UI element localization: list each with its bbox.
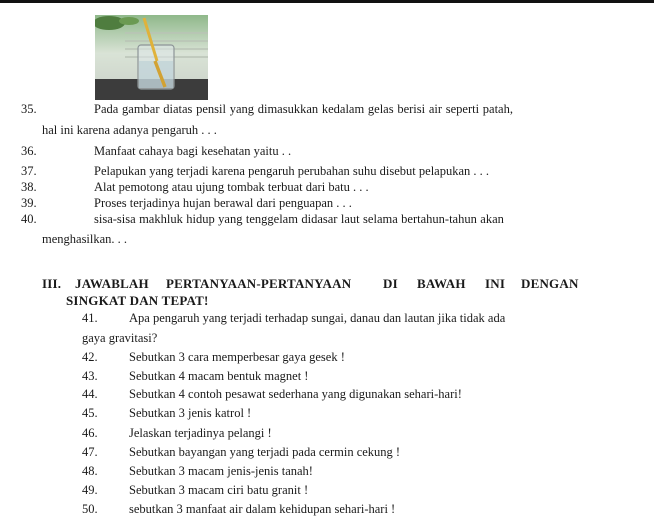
item-number: 36. — [21, 144, 37, 158]
item-number: 45. — [82, 406, 98, 420]
list-item-continuation — [82, 331, 157, 346]
item-text: Sebutkan 3 macam ciri batu granit ! — [129, 483, 309, 497]
item-text: sisa-sisa makhluk hidup yang tenggelam didasar laut selama bertahun-tahun akan — [94, 212, 504, 226]
item-text: Proses terjadinya hujan berawal dari penguapan . . . — [94, 196, 352, 210]
item-text: Sebutkan 3 cara memperbesar gaya gesek ! — [129, 350, 345, 364]
item-number: 42. — [82, 350, 98, 364]
item-number: 39. — [21, 196, 37, 210]
list-item-continuation — [42, 232, 127, 247]
heading-word: DI — [383, 276, 398, 291]
item-text: Alat pemotong atau ujung tombak terbuat dari batu . . . — [94, 180, 369, 194]
item-text: Sebutkan 3 macam jenis-jenis tanah! — [129, 464, 313, 478]
item-text-continuation: gaya gravitasi? — [82, 331, 158, 345]
item-text: Jelaskan terjadinya pelangi ! — [129, 426, 272, 440]
item-text-continuation: menghasilkan. . . — [42, 232, 128, 246]
item-text: Sebutkan bayangan yang terjadi pada cermin cekung ! — [129, 445, 401, 459]
item-number: 40. — [21, 212, 37, 226]
heading-word: INI — [485, 276, 506, 291]
heading-word: PERTANYAAN-PERTANYAAN — [166, 276, 352, 291]
item-text: Manfaat cahaya bagi kesehatan yaitu . . — [94, 144, 292, 158]
item-text: Sebutkan 3 jenis katrol ! — [129, 406, 252, 420]
section-numeral: III. — [42, 276, 62, 291]
item-number: 41. — [82, 311, 98, 325]
heading-word: JAWABLAH — [75, 276, 149, 291]
item-number: 49. — [82, 483, 98, 497]
section-heading-text: SINGKAT DAN TEPAT! — [66, 293, 209, 308]
item-number: 37. — [21, 164, 37, 178]
item-number: 47. — [82, 445, 98, 459]
list-item-continuation — [42, 123, 217, 138]
item-text: Pelapukan yang terjadi karena pengaruh perubahan suhu disebut pelapukan . . . — [94, 164, 490, 178]
item-number: 48. — [82, 464, 98, 478]
item-text: sebutkan 3 manfaat air dalam kehidupan sehari-hari ! — [129, 502, 396, 516]
item-number: 44. — [82, 387, 98, 401]
item-number: 38. — [21, 180, 37, 194]
pencil-in-water-glass-image — [95, 15, 208, 100]
page-top-border — [0, 0, 654, 3]
item-number: 50. — [82, 502, 98, 516]
item-number: 46. — [82, 426, 98, 440]
item-text: Pada gambar diatas pensil yang dimasukkan kedalam gelas berisi air seperti patah, — [94, 102, 513, 116]
item-text-continuation: hal ini karena adanya pengaruh . . . — [42, 123, 217, 137]
heading-word: BAWAH — [417, 276, 466, 291]
heading-word: DENGAN — [521, 276, 579, 291]
item-text: Sebutkan 4 contoh pesawat sederhana yang digunakan sehari-hari! — [129, 387, 462, 401]
item-number: 35. — [21, 102, 37, 116]
section-heading-line2 — [66, 293, 209, 309]
item-number: 43. — [82, 369, 98, 383]
item-text: Sebutkan 4 macam bentuk magnet ! — [129, 369, 309, 383]
item-text: Apa pengaruh yang terjadi terhadap sungai, danau dan lautan jika tidak ada — [129, 311, 506, 325]
